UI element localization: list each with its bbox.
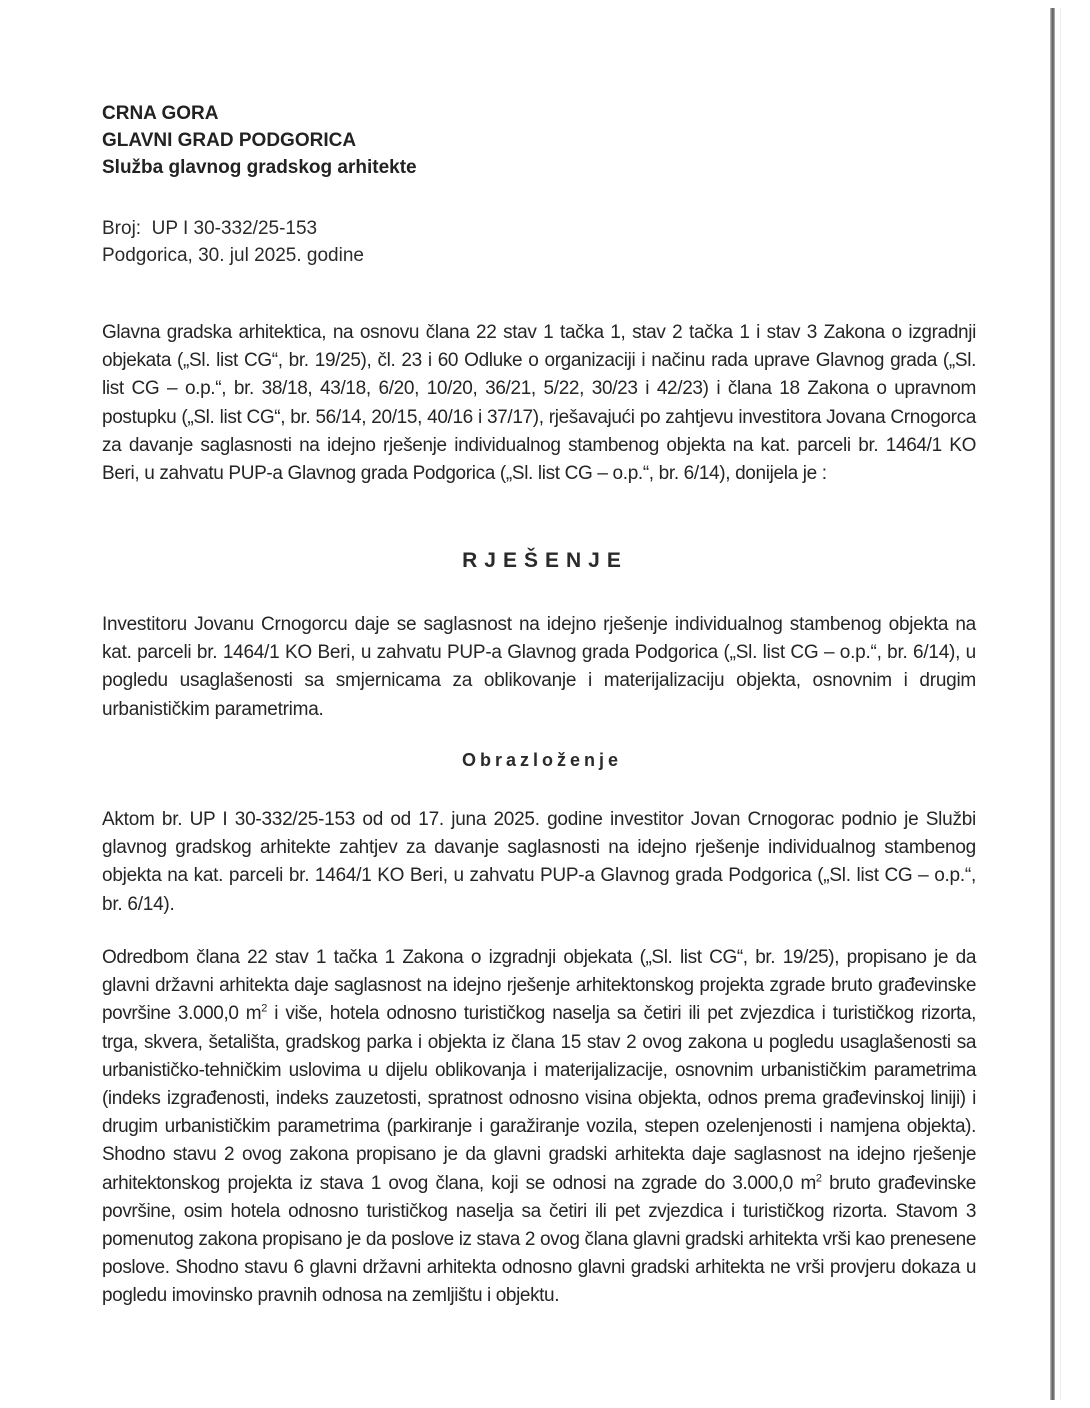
document-meta (102, 215, 364, 269)
scan-edge-shadow (1060, 8, 1061, 1400)
superscript-squared: 2 (815, 1172, 822, 1185)
document-number: Broj: UP I 30-332/25-153 (102, 218, 318, 239)
reasoning-paragraph-2-part-1: Odredbom člana 22 stav 1 tačka 1 Zakona o izgradnji objekata („Sl. list CG“, br. 19/25), propisano je da glavni državni arhitekta daje saglasnost na idejno rješenje arhitektonskog projekta zgrade bruto građevinske površine 3.000,0 m (102, 947, 976, 1025)
superscript-squared: 2 (261, 1003, 267, 1016)
decision-paragraph: Investitoru Jovanu Crnogorcu daje se saglasnost na idejno rješenje individualnog stambenog objekta na kat. parceli br. 1464/1 KO Beri, u zahvatu PUP-a Glavnog grada Podgorica („Sl. list CG – o.p.“, br. 6/14), u pogledu usaglašenosti sa smjernicama za oblikovanje i materijalizaciju objekta, osnovnim i drugim urbanističkim parametrima. (102, 614, 976, 720)
decision-title: RJEŠENJE (462, 549, 628, 572)
letterhead-country: CRNA GORA (102, 103, 219, 124)
letterhead-city: GLAVNI GRAD PODGORICA (102, 130, 357, 151)
intro-paragraph: Glavna gradska arhitektica, na osnovu člana 22 stav 1 tačka 1, stav 2 tačka 1 i stav 3 Zakona o izgradnji objekata („Sl. list CG“, br. 19/25), čl. 23 i 60 Odluke o organizaciji i načinu rada uprave Glavnog grada („Sl. list CG – o.p.“, br. 38/18, 43/18, 6/20, 10/20, 36/21, 5/22, 30/23 i 42/23) i člana 18 Zakona o upravnom postupku („Sl. list CG“, br. 56/14, 20/15, 40/16 i 37/17), rješavajući po zahtjevu investitora Jovana Crnogorca za davanje saglasnosti na idejno rješenje individualnog stambenog objekta na kat. parceli br. 1464/1 KO Beri, u zahvatu PUP-a Glavnog grada Podgorica („Sl. list CG – o.p.“, br. 6/14), donijela je : (102, 322, 976, 485)
reasoning-paragraph-1: Aktom br. UP I 30-332/25-153 od od 17. juna 2025. godine investitor Jovan Crnogorac podnio je Službi glavnog gradskog arhitekte zahtjev za davanje saglasnosti na idejno rješenje individualnog stambenog objekta na kat. parceli br. 1464/1 KO Beri, u zahvatu PUP-a Glavnog grada Podgorica („Sl. list CG – o.p.“, br. 6/14). (102, 809, 976, 915)
document-place-date: Podgorica, 30. jul 2025. godine (102, 245, 364, 266)
reasoning-paragraph-2-part-3: bruto građevinske površine, osim hotela odnosno turističkog naselja sa četiri ili pet zvjezdica i turističkog rizorta. Stavom 3 pomenutog zakona propisano je da poslove iz stava 2 ovog člana glavni gradski arhitekta vrši kao prenesene poslove. Shodno stavu 6 glavni državni arhitekta odnosno glavni gradski arhitekta ne vrši provjeru dokaza u pogledu imovinsko pravnih odnosa na zemljištu i objektu. (102, 1172, 976, 1307)
letterhead (102, 100, 417, 181)
letterhead-office: Služba glavnog gradskog arhitekte (102, 157, 417, 178)
scan-edge-line (1050, 8, 1055, 1400)
reasoning-paragraph-2-part-2: i više, hotela odnosno turističkog naselja sa četiri ili pet zvjezdica i turističkog rizorta, trga, skvera, šetališta, gradskog parka i objekta iz člana 15 stav 2 ovog zakona u pogledu usaglašenosti sa urbanističko-tehničkim uslovima u dijelu oblikovanja i materijalizacije, osnovnim urbanističkim parametrima (indeks izgrađenosti, indeks zauzetosti, spratnost odnosno visina objekta, odnos prema građevinskoj liniji) i drugim urbanističkim parametrima (parkiranje i garažiranje vozila, stepen ozelenjenosti i namjena objekta). Shodno stavu 2 ovog zakona propisano je da glavni gradski arhitekta daje saglasnost na idejno rješenje arhitektonskog projekta iz stava 1 ovog člana, koji se odnosi na zgrade do 3.000,0 m (102, 1003, 976, 1194)
reasoning-title: Obrazloženje (461, 750, 623, 770)
reasoning-paragraph-2 (102, 944, 976, 1311)
